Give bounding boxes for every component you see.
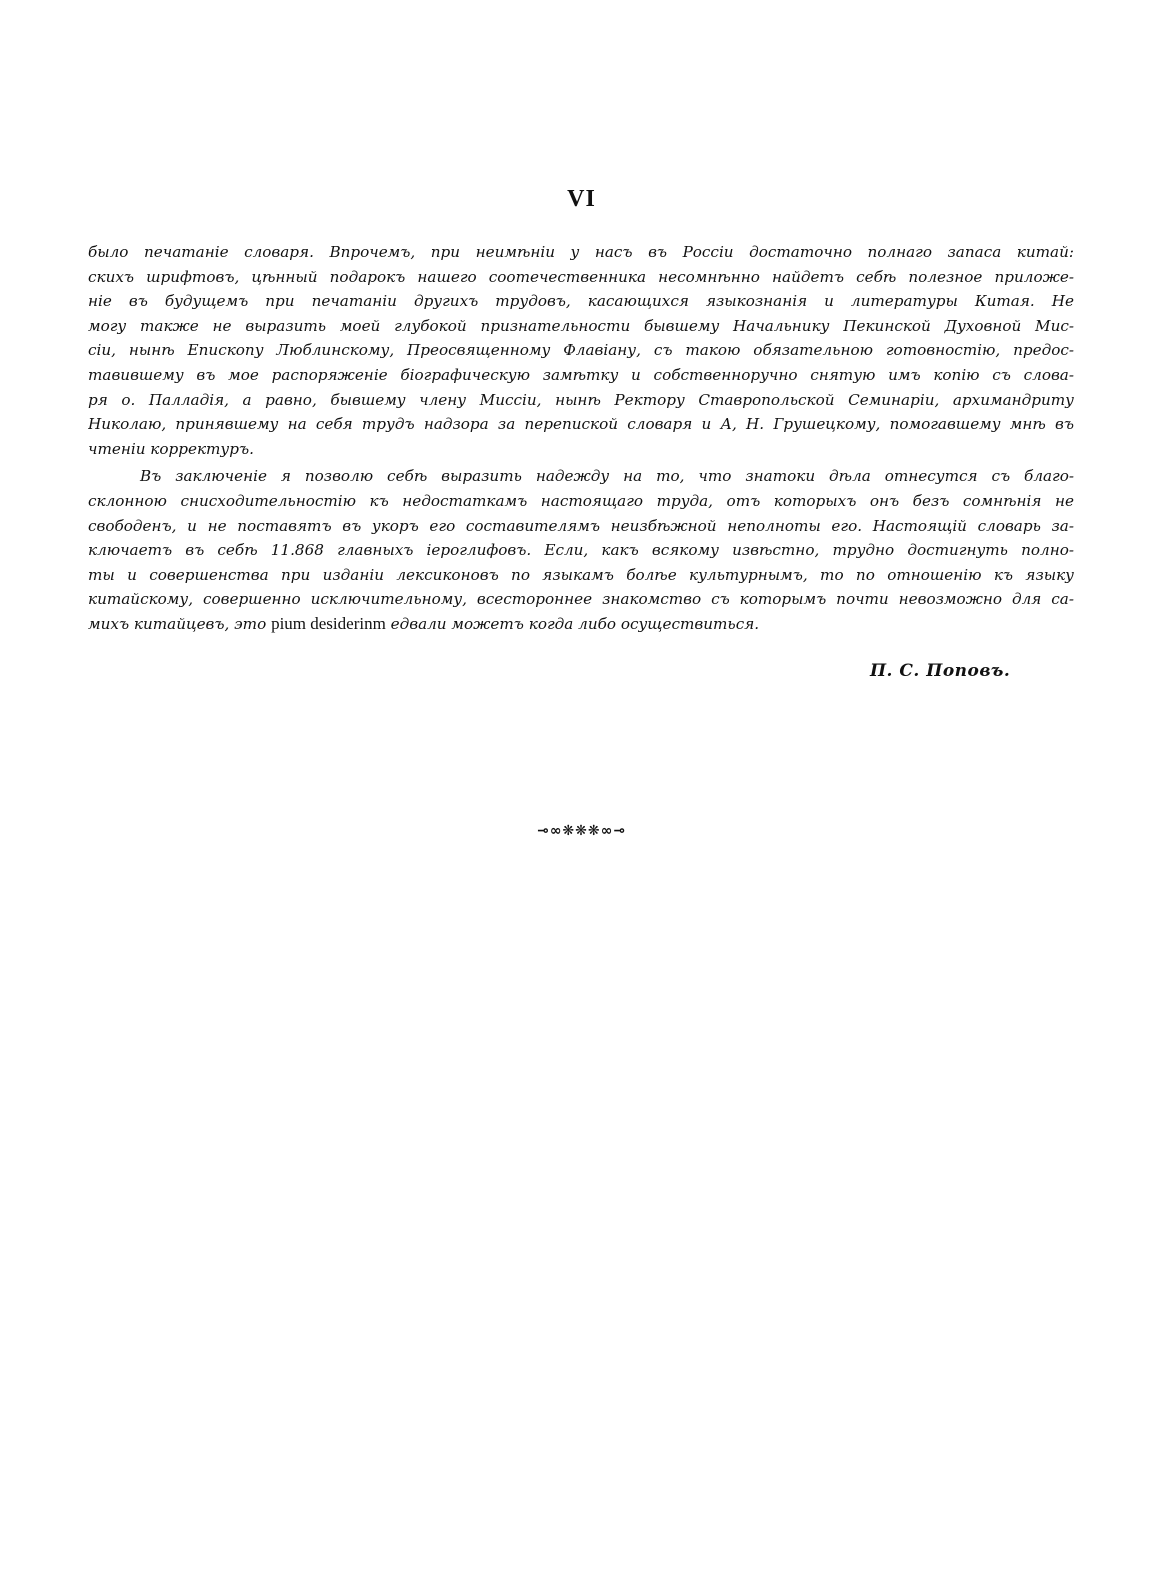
text-line: тавившему въ мое распоряженіе біографическую замѣтку и собственноручно снятую имъ копію съ слова-: [88, 365, 1074, 384]
paragraph-1: [88, 240, 1074, 461]
author-signature: П. С. Поповъ.: [870, 661, 1011, 681]
paragraph-2: [88, 464, 1074, 636]
text-line: ніе въ будущемъ при печатаніи другихъ трудовъ, касающихся языкознанія и литературы Китая. Не: [88, 292, 1074, 311]
latin-phrase: pium desiderinm: [271, 613, 386, 633]
text-line: скихъ шрифтовъ, цѣнный подарокъ нашего соотечественника несомнѣнно найдетъ себѣ полезное приложе-: [88, 267, 1074, 286]
decorative-ornament: ⊸∞❋❋❋∞⊸: [537, 823, 626, 839]
text-line: ты и совершенства при изданіи лексиконовъ по языкамъ болѣе культурнымъ, то по отношенію къ языку: [88, 565, 1074, 584]
text-line: Въ заключеніе я позволю себѣ выразить надежду на то, что знатоки дѣла отнесутся съ благо-: [140, 467, 1074, 486]
text-line: сіи, нынѣ Епископу Люблинскому, Преосвященному Флавіану, съ такою обязательною готовностію, предос-: [88, 341, 1074, 360]
text-line-final: [88, 612, 1074, 637]
page-number: VI: [567, 186, 596, 212]
text-line: чтеніи корректуръ.: [88, 439, 254, 458]
text-line: было печатаніе словаря. Впрочемъ, при неимѣніи у насъ въ Россіи достаточно полнаго запаса китай:: [88, 243, 1074, 261]
text-line: могу также не выразить моей глубокой признательности бывшему Начальнику Пекинской Духовной Мис-: [88, 316, 1074, 335]
text-line: свободенъ, и не поставятъ въ укоръ его составителямъ неизбѣжной неполноты его. Настоящій словарь за-: [88, 516, 1074, 535]
text-line: ключаетъ въ себѣ 11.868 главныхъ іероглифовъ. Если, какъ всякому извѣстно, трудно достигнуть полно-: [88, 541, 1074, 560]
body-text: [88, 240, 1074, 640]
text-line: Николаю, принявшему на себя трудъ надзора за перепиской словаря и А, Н. Грушецкому, помогавшему мнѣ въ: [88, 415, 1074, 434]
text-fragment: едвали можетъ когда либо осуществиться.: [385, 614, 760, 633]
text-line: китайскому, совершенно исключительному, всестороннее знакомство съ которымъ почти невозможно для са-: [88, 590, 1074, 609]
text-line: склонною снисходительностію къ недостаткамъ настоящаго труда, отъ которыхъ онъ безъ сомнѣнія не: [88, 491, 1074, 510]
text-fragment: михъ китайцевъ, это: [88, 614, 272, 633]
text-line: ря о. Палладія, а равно, бывшему члену Миссіи, нынѣ Ректору Ставропольской Семинаріи, архимандриту: [88, 390, 1074, 409]
